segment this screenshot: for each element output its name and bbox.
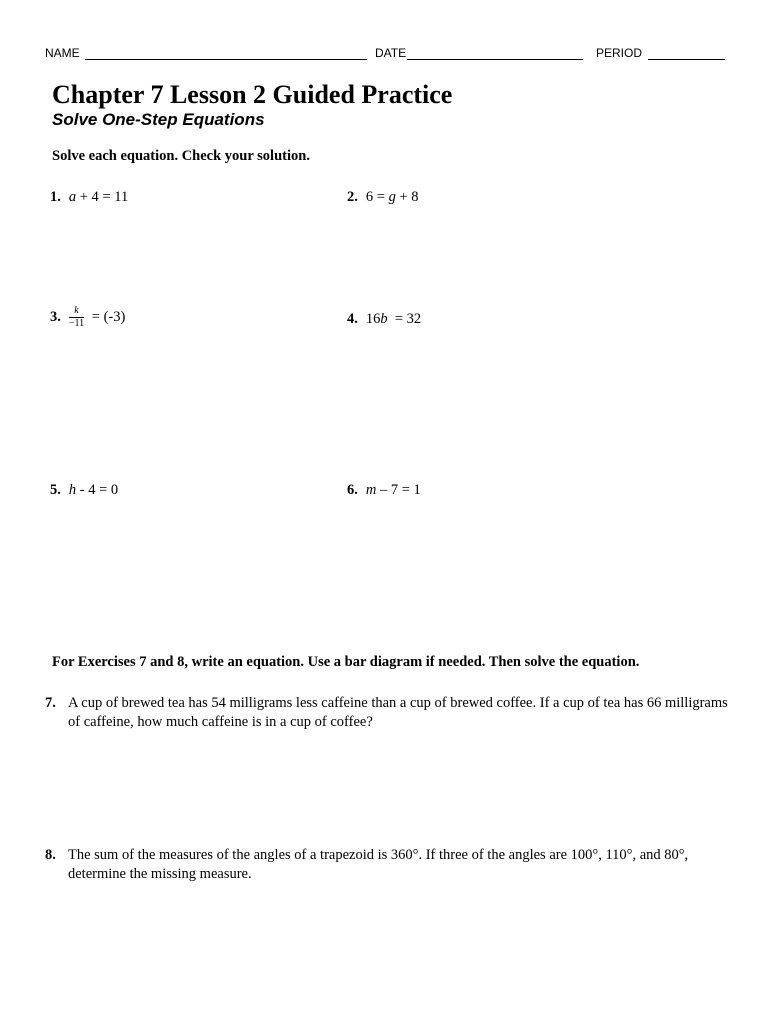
date-blank[interactable] [407, 59, 583, 60]
problem-5 [50, 482, 118, 499]
variable: m [365, 482, 377, 498]
period-blank[interactable] [648, 59, 725, 60]
date-label: DATE [375, 46, 407, 60]
problem-3 [50, 305, 125, 330]
student-info-header [45, 46, 725, 64]
equation-rest: – 7 = 1 [376, 482, 421, 498]
variable: a [68, 189, 77, 205]
fraction-denominator: −11 [68, 318, 85, 329]
equation-pre: 16 [365, 311, 381, 327]
problem-number: 6. [347, 482, 358, 498]
variable: b [380, 311, 388, 327]
problem-text: The sum of the measures of the angles of a trapezoid is 360°. If three of the angles are 100°, 110°, and 80°, determine the missing measure. [68, 847, 689, 882]
equation-rest: = 32 [387, 311, 422, 327]
word-problem-7 [45, 694, 735, 732]
fraction-numerator: k [69, 305, 84, 318]
problem-number: 2. [347, 189, 358, 205]
problem-number: 4. [347, 311, 358, 327]
problem-4 [347, 311, 421, 328]
problem-number: 7. [45, 695, 56, 711]
exercises-instructions: For Exercises 7 and 8, write an equation. Use a bar diagram if needed. Then solve the equation. [52, 654, 640, 670]
name-label: NAME [45, 46, 80, 60]
problem-number: 5. [50, 482, 61, 498]
page-subtitle: Solve One-Step Equations [52, 110, 265, 129]
equation-rest: = (-3) [88, 308, 126, 325]
period-label: PERIOD [596, 46, 643, 60]
word-problem-8 [45, 846, 735, 884]
equation-pre: 6 = [365, 189, 389, 205]
problem-number: 8. [45, 847, 56, 863]
page-title: Chapter 7 Lesson 2 Guided Practice [52, 80, 453, 109]
variable: h [68, 482, 77, 498]
problem-1 [50, 189, 128, 206]
instructions: Solve each equation. Check your solution. [52, 148, 310, 164]
equation-rest: - 4 = 0 [76, 482, 119, 498]
problem-number: 3. [50, 308, 61, 325]
equation-rest: + 4 = 11 [76, 189, 129, 205]
problem-text: A cup of brewed tea has 54 milligrams less caffeine than a cup of brewed coffee. If a cup of tea has 66 milligrams of caffeine, how much caffeine is in a cup of coffee? [68, 695, 728, 730]
problem-6 [347, 482, 421, 499]
fraction [69, 305, 84, 330]
name-blank[interactable] [85, 59, 367, 60]
problem-2 [347, 189, 419, 206]
variable: g [388, 189, 396, 205]
problem-number: 1. [50, 189, 61, 205]
equation-rest: + 8 [395, 189, 419, 205]
